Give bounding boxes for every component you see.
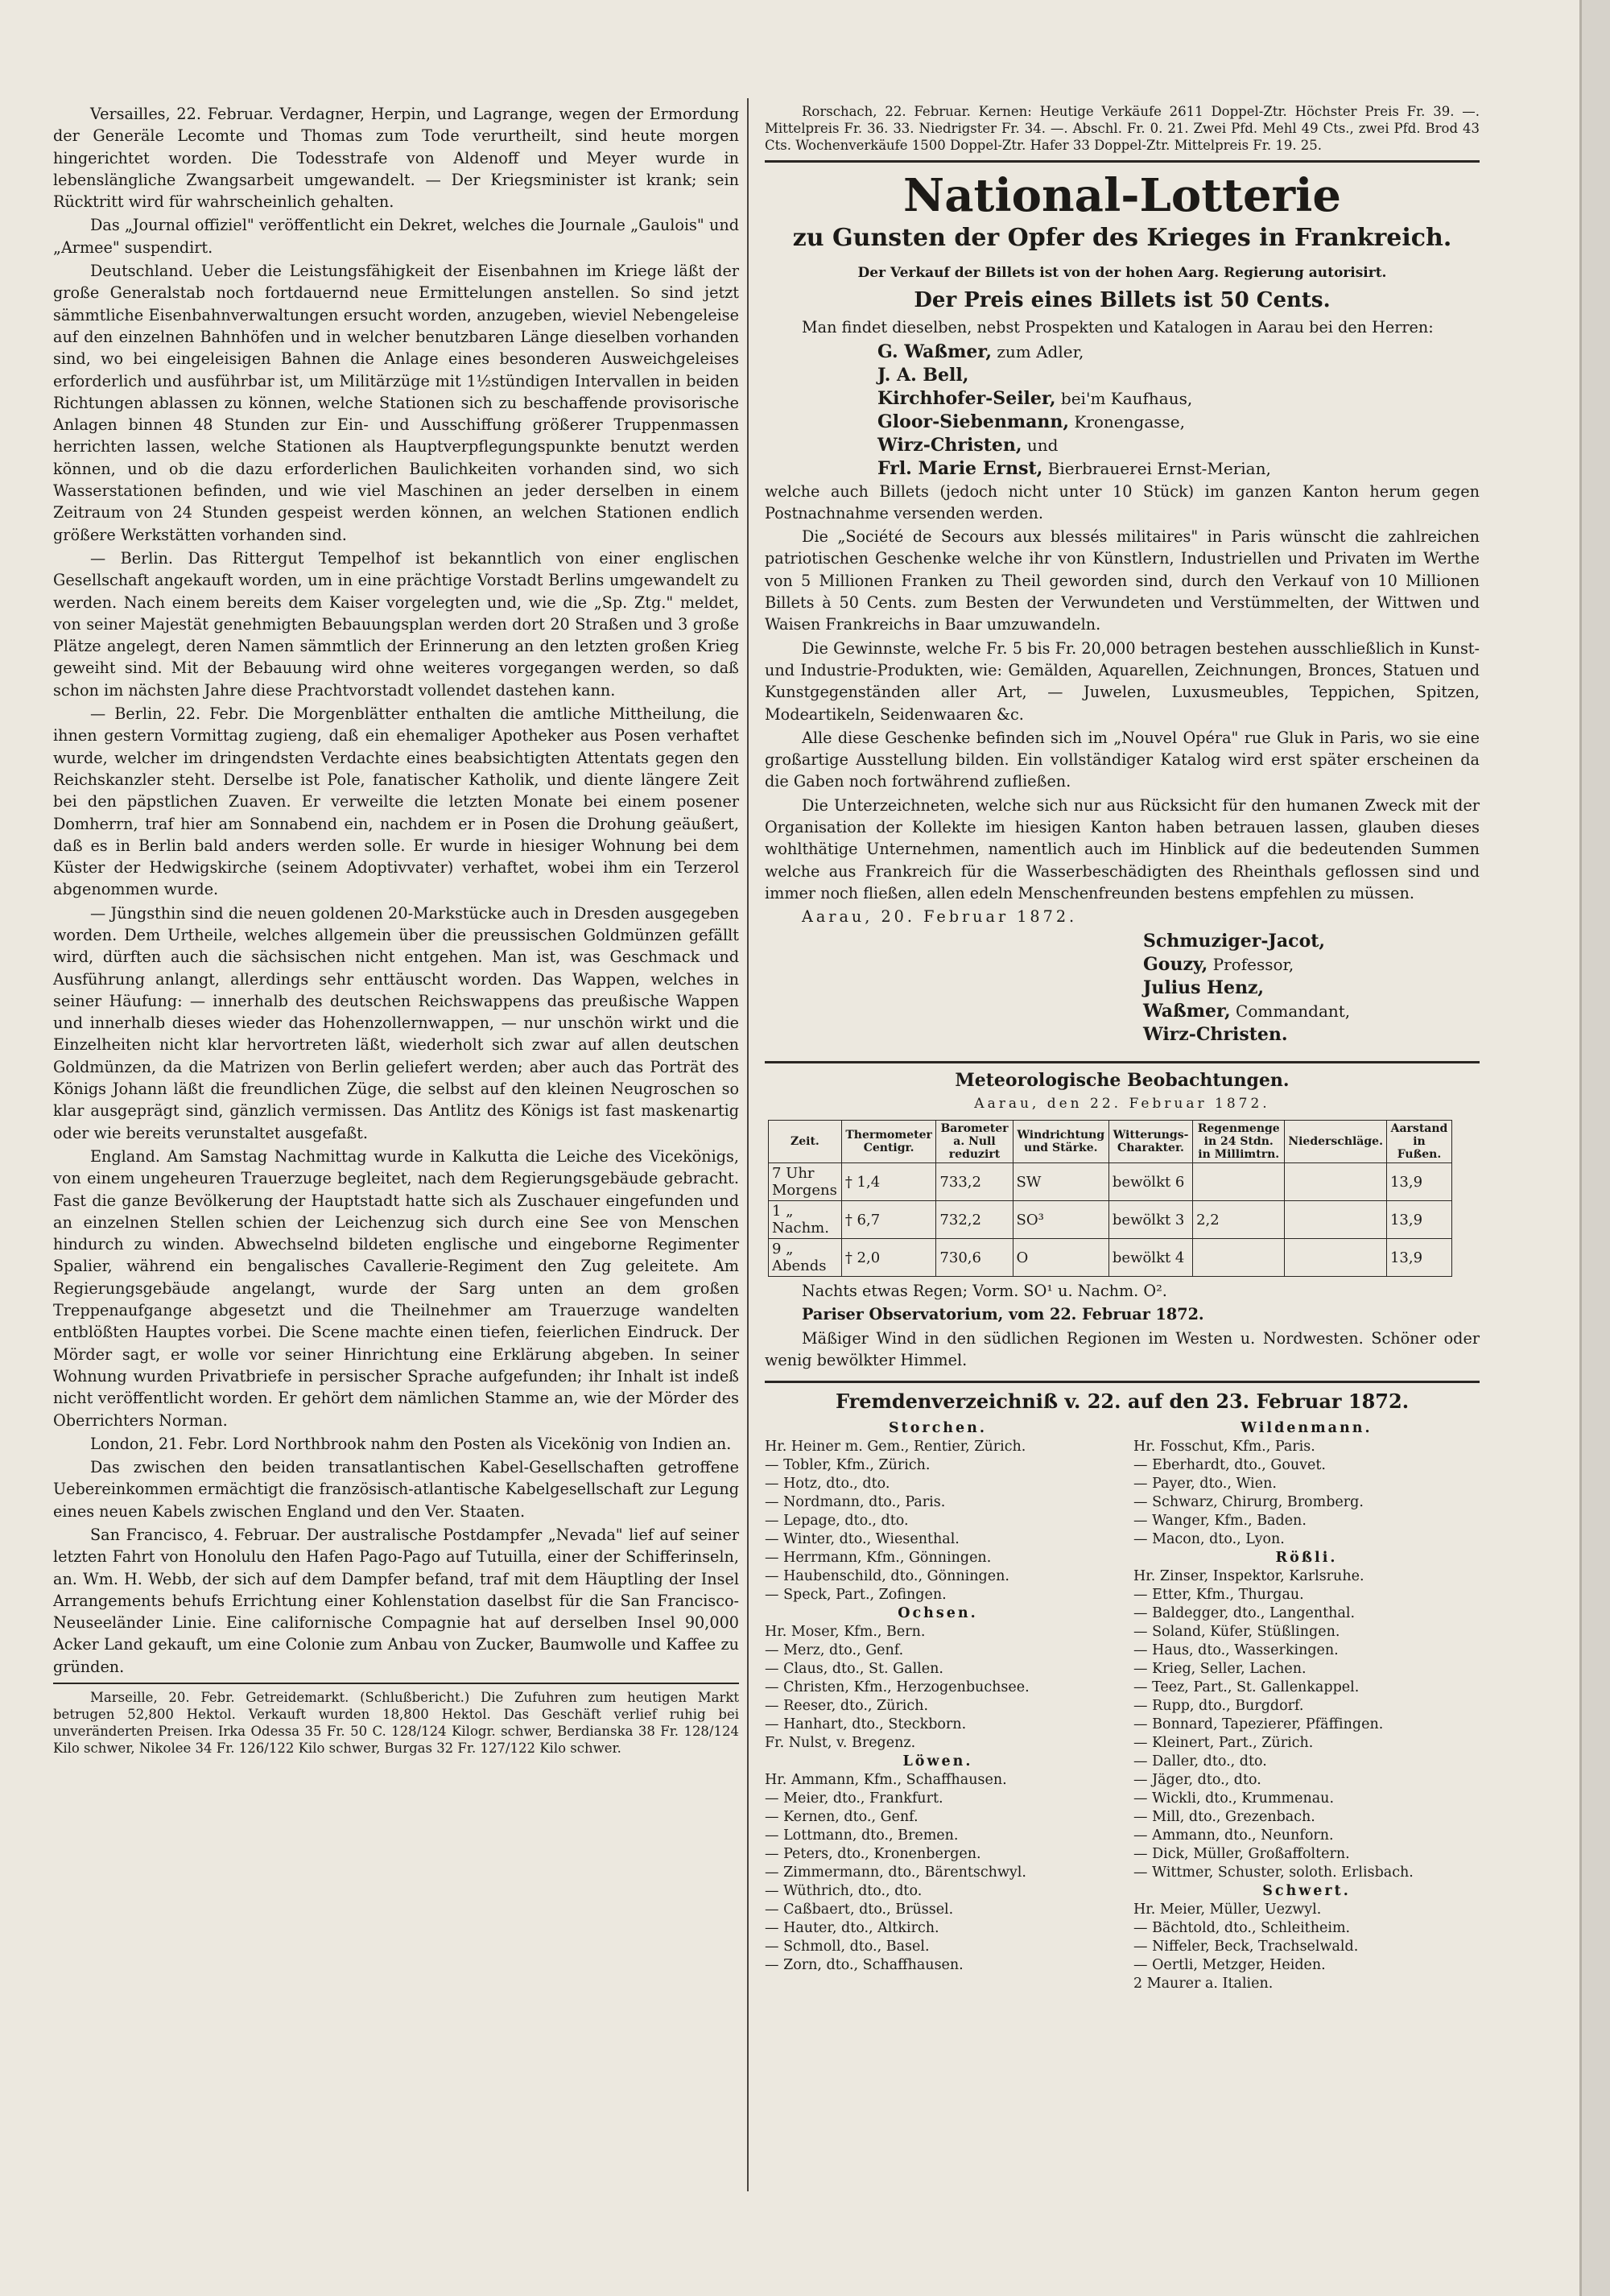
guest-entry: — Haubenschild, dto., Gönningen. xyxy=(765,1568,1009,1585)
guest-entry: — Daller, dto., dto. xyxy=(1133,1753,1267,1770)
lottery-intro: Man findet dieselben, nebst Prospekten und Katalogen in Aarau bei den Herren: xyxy=(802,318,1434,337)
lottery-shipping: welche auch Billets (jedoch nicht unter 10 Stück) im ganzen Kanton herum gegen Postnachnahme versenden werden. xyxy=(765,481,1480,522)
guest-entry: — Oertli, Metzger, Heiden. xyxy=(1133,1957,1326,1974)
column-rule xyxy=(747,98,749,2191)
guest-entry: — Macon, dto., Lyon. xyxy=(1133,1531,1285,1548)
guest-entry: — Lottmann, dto., Bremen. xyxy=(765,1827,959,1844)
guest-entry: — Mill, dto., Grezenbach. xyxy=(1133,1809,1315,1826)
guest-entry: — Caßbaert, dto., Brüssel. xyxy=(765,1902,954,1918)
lottery-title: National-Lotterie xyxy=(903,169,1341,222)
lottery-subtitle: zu Gunsten der Opfer des Krieges in Frankreich. xyxy=(792,224,1452,252)
signature: Julius Henz, xyxy=(1143,977,1265,998)
table-header: Thermometer Centigr. xyxy=(841,1121,936,1163)
page-edge xyxy=(1579,0,1610,2296)
table-row: 1 „ Nachm. † 6,7 732,2 SO³ bewölkt 3 2,2 13,9 xyxy=(769,1201,1452,1239)
divider xyxy=(765,1061,1480,1063)
guest-list-left xyxy=(765,1419,1111,1993)
guest-entry: — Tobler, Kfm., Zürich. xyxy=(765,1457,931,1474)
news-london: London, 21. Febr. Lord Northbrook nahm den Posten als Vicekönig von Indien an. xyxy=(90,1434,732,1453)
lottery-para-1: Die „Société de Secours aux blessés militaires" in Paris wünscht die zahlreichen patriotischen Geschenke welche ihr von Künstlern, Industriellen und Privaten im Werthe von 5 Millionen Franken zu Theil geworden sind, durch den Verkauf von 10 Millionen Billets à 50 Cents. zum Besten der Verwundeten und Verstümmelten, der Wittwen und Waisen Frankreichs in Baar umzuwandeln. xyxy=(765,527,1480,634)
guest-entry: — Bonnard, Tapezierer, Pfäffingen. xyxy=(1133,1716,1384,1733)
guest-entry: — Peters, dto., Kronenbergen. xyxy=(765,1846,981,1863)
signature: Schmuziger-Jacot, xyxy=(1143,930,1326,952)
table-row: 7 Uhr Morgens † 1,4 733,2 SW bewölkt 6 13,9 xyxy=(769,1163,1452,1201)
divider xyxy=(765,1381,1480,1383)
guest-entry: — Jäger, dto., dto. xyxy=(1133,1772,1261,1789)
guest-entry: — Etter, Kfm., Thurgau. xyxy=(1133,1587,1304,1604)
right-column xyxy=(765,103,1480,1993)
guest-entry: — Christen, Kfm., Herzogenbuchsee. xyxy=(765,1679,1030,1696)
guest-entry: — Baldegger, dto., Langenthal. xyxy=(1133,1605,1356,1622)
signature: Waßmer, Commandant, xyxy=(1143,1000,1351,1022)
guest-entry: Hr. Moser, Kfm., Bern. xyxy=(765,1624,926,1641)
table-header: Aarstand in Fußen. xyxy=(1386,1121,1451,1163)
divider xyxy=(765,160,1480,163)
vendor: Wirz-Christen, und xyxy=(877,434,1059,456)
guest-entry: — Teez, Part., St. Gallenkappel. xyxy=(1133,1679,1360,1696)
guest-list-right xyxy=(1133,1419,1480,1993)
guest-entry: — Eberhardt, dto., Gouvet. xyxy=(1133,1457,1326,1474)
lottery-price: Der Preis eines Billets ist 50 Cents. xyxy=(914,288,1331,313)
guest-entry: Hr. Ammann, Kfm., Schaffhausen. xyxy=(765,1772,1007,1789)
left-column xyxy=(53,103,739,1758)
weather-subtitle: Aarau, den 22. Februar 1872. xyxy=(974,1095,1270,1112)
guest-entry: — Merz, dto., Genf. xyxy=(765,1642,904,1659)
table-header: Niederschläge. xyxy=(1285,1121,1387,1163)
weather-table xyxy=(768,1120,1452,1277)
news-san-francisco: San Francisco, 4. Februar. Der australische Postdampfer „Nevada" lief auf seiner letzten Fahrt von Honolulu den Hafen Pago-Pago auf Tutuilla, einer der Schifferinseln, an. Wm. H. Webb, der sich auf dem Dampfer befand, traf mit dem Häuptling der Insel Arrangements behufs Errichtung einer Kohlenstation daselbst für die San Francisco-Neuseeländer Linie. Eine californische Compagnie hat auf derselben Insel 90,000 Acker Land gekauft, um eine Colonie zum Anbau von Zucker, Baumwolle und Kaffee zu gründen. xyxy=(53,1526,739,1676)
news-journal-officiel: Das „Journal offiziel" veröffentlicht ein Dekret, welches die Journale „Gaulois" und „Armee" suspendirt. xyxy=(53,216,739,257)
vendor: Kirchhofer-Seiler, bei'm Kaufhaus, xyxy=(877,387,1193,409)
guest-entry: — Winter, dto., Wiesenthal. xyxy=(765,1531,960,1548)
guest-entry: — Hauter, dto., Altkirch. xyxy=(765,1920,939,1937)
table-header: Witterungs-Charakter. xyxy=(1108,1121,1192,1163)
guest-entry: — Bächtold, dto., Schleitheim. xyxy=(1133,1920,1351,1937)
guest-entry: — Zorn, dto., Schaffhausen. xyxy=(765,1957,964,1974)
guest-entry: — Haus, dto., Wasserkingen. xyxy=(1133,1642,1339,1659)
guest-entry: — Hanhart, dto., Steckborn. xyxy=(765,1716,967,1733)
paris-observatory: Pariser Observatorium, vom 22. Februar 1872. xyxy=(802,1305,1204,1324)
guest-entry: Hr. Fosschut, Kfm., Paris. xyxy=(1133,1439,1315,1456)
guest-list-title: Fremdenverzeichniß v. 22. auf den 23. Februar 1872. xyxy=(835,1390,1410,1414)
table-row: 9 „ Abends † 2,0 730,6 O bewölkt 4 13,9 xyxy=(769,1239,1452,1277)
lottery-authorized: Der Verkauf der Billets ist von der hohen Aarg. Regierung autorisirt. xyxy=(857,265,1387,281)
lottery-para-4: Die Unterzeichneten, welche sich nur aus Rücksicht für den humanen Zweck mit der Organisation der Kollekte im hiesigen Kanton haben betrauen lassen, glauben dieses wohlthätige Unternehmen, namentlich auch im Hinblick auf die bedeutenden Summen welche aus Frankreich für die Wasserbeschädigten des Rheinthals geflossen sind und immer noch fließen, allen edeln Menschenfreunden bestens empfehlen zu müssen. xyxy=(765,795,1480,902)
weather-note: Nachts etwas Regen; Vorm. SO¹ u. Nachm. O². xyxy=(802,1282,1167,1301)
vendor: Gloor-Siebenmann, Kronengasse, xyxy=(877,411,1185,432)
signature: Wirz-Christen. xyxy=(1143,1023,1288,1045)
guest-entry: — Kleinert, Part., Zürich. xyxy=(1133,1735,1314,1752)
table-header: Regenmenge in 24 Stdn. in Millimtrn. xyxy=(1193,1121,1285,1163)
table-header: Zeit. xyxy=(769,1121,842,1163)
guest-entry: — Lepage, dto., dto. xyxy=(765,1513,909,1530)
guest-entry: — Soland, Küfer, Stüßlingen. xyxy=(1133,1624,1340,1641)
guest-entry: Hr. Heiner m. Gem., Rentier, Zürich. xyxy=(765,1439,1026,1456)
hotel-heading: Storchen. xyxy=(889,1420,987,1437)
news-dresden-coins: — Jüngsthin sind die neuen goldenen 20-Markstücke auch in Dresden ausgegeben worden. Dem Urtheile, welches allgemein über die preussischen Goldmünzen gefällt wird, dürften auch die sächsischen nicht entgehen. Man ist, was Geschmack und Ausführung anlangt, allerdings sehr enttäuscht worden. Das Wappen, welches in seiner Häufung: — innerhalb des deutschen Reichswappens das preußische Wappen und innerhalb dieses wieder das Hohenzollernwappen, — nur unschön wirkt und die Einzelheiten nicht klar hervortreten läßt, wiederholt sich zwar auf allen deutschen Goldmünzen, da die Matrizen von Berlin geliefert werden; aber auch das Porträt des Königs Johann läßt die freundlichen Züge, die selbst auf den kleinen Neugroschen so klar ausgeprägt sind, gänzlich vermissen. Das Antlitz des Königs ist fast maskenartig oder wie bereits verunstaltet ausgefaßt. xyxy=(53,903,739,1142)
guest-entry: — Wickli, dto., Krummenau. xyxy=(1133,1790,1335,1807)
guest-list xyxy=(765,1419,1480,1993)
guest-entry: Hr. Zinser, Inspektor, Karlsruhe. xyxy=(1133,1568,1364,1585)
hotel-heading: Löwen. xyxy=(902,1753,973,1770)
guest-entry: — Kernen, dto., Genf. xyxy=(765,1809,919,1826)
lottery-para-2: Die Gewinnste, welche Fr. 5 bis Fr. 20,000 betragen bestehen ausschließlich in Kunst- und Industrie-Produkten, wie: Gemälden, Aquarellen, Zeichnungen, Bronces, Statuen und Kunstgegenständen aller Art, — Juwelen, Luxusmeubles, Teppichen, Spitzen, Modeartikeln, Seidenwaaren &c. xyxy=(765,638,1480,724)
guest-entry: — Reeser, dto., Zürich. xyxy=(765,1698,929,1715)
lottery-para-3: Alle diese Geschenke befinden sich im „Nouvel Opéra" rue Gluk in Paris, wo sie eine großartige Ausstellung bilden. Ein vollständiger Katalog wird erst später erscheinen da die Gaben noch fortwährend zufließen. xyxy=(765,728,1480,791)
lottery-dateline: Aarau, 20. Februar 1872. xyxy=(802,907,1078,927)
guest-entry: — Claus, dto., St. Gallen. xyxy=(765,1661,943,1678)
hotel-heading: Rößli. xyxy=(1275,1550,1338,1567)
vendor-list xyxy=(765,341,1480,481)
vendor: G. Waßmer, zum Adler, xyxy=(877,341,1084,362)
news-england: England. Am Samstag Nachmittag wurde in Kalkutta die Leiche des Vicekönigs, von einem ungeheuren Trauerzuge begleitet, nach dem Regierungsgebäude gebracht. Fast die ganze Bevölkerung der Hauptstadt hatte sich als Zuschauer eingefunden und an einzelnen Stellen schien der Leichenzug sich durch eine See von Menschen hindurch zu winden. Abwechselnd bildeten englische und eingeborne Regimenter Spalier, während ein bengalisches Cavallerie-Regiment den Zug geleitete. Am Regierungsgebäude angelangt, wurde der Sarg unten an dem großen Treppenaufgange abgesetzt und die Theilnehmer am Trauerzuge wandelten entblößten Hauptes vorbei. Die Scene machte einen tiefen, feierlichen Eindruck. Der Mörder sagt, er wolle vor seiner Hinrichtung eine Erklärung abgeben. In seiner Wohnung wurden Privatbriefe in persischer Sprache aufgefunden; ihr Inhalt ist indeß nicht veröffentlicht worden. Er gehört dem nämlichen Stamme an, wie der Mörder des Oberrichters Norman. xyxy=(53,1146,739,1430)
news-deutschland: Deutschland. Ueber die Leistungsfähigkeit der Eisenbahnen im Kriege läßt der große Generalstab noch fortdauernd neue Ermittelungen anstellen. So sind jetzt sämmtliche Eisenbahnverwaltungen ersucht worden, anzugeben, wieviel Nebengeleise auf den einzelnen Bahnhöfen und in welcher benutzbaren Länge dieselben vorhanden sind, wo bei eingeleisigen Bahnen die Anlage eines besonderen Ausweichgeleises erforderlich und ausführbar ist, um Militärzüge mit 1½stündigen Intervallen in beiden Richtungen ablassen zu können, welche Stationen sich zu beschaffende provisorische Anlagen binnen 48 Stunden zur Ein- und Ausschiffung größerer Truppenmassen herrichten lassen, welche Stationen als Hauptverpflegungspunkte benutzt werden können, und ob die dazu erforderlichen Baulichkeiten vorhanden sind, wo sich Wasserstationen befinden, und wie viel Maschinen an jeder derselben in einem Zeitraum von 24 Stunden gespeist werden können, an welchen Stationen endlich größere Werkstätten vorhanden sind. xyxy=(53,262,739,544)
guest-entry: — Payer, dto., Wien. xyxy=(1133,1476,1277,1493)
guest-entry: — Nordmann, dto., Paris. xyxy=(765,1494,946,1511)
weather-forecast: Mäßiger Wind in den südlichen Regionen im Westen u. Nordwesten. Schöner oder wenig bewölkter Himmel. xyxy=(765,1328,1480,1370)
guest-entry: — Zimmermann, dto., Bärentschwyl. xyxy=(765,1864,1026,1881)
guest-entry: — Niffeler, Beck, Trachselwald. xyxy=(1133,1939,1359,1955)
hotel-heading: Ochsen. xyxy=(898,1605,978,1622)
hotel-heading: Wildenmann. xyxy=(1241,1420,1373,1437)
guest-entry: — Speck, Part., Zofingen. xyxy=(765,1587,947,1604)
news-berlin-attentat: — Berlin, 22. Febr. Die Morgenblätter enthalten die amtliche Mittheilung, die ihnen gestern Vormittag zugieng, daß ein ehemaliger Apotheker aus Posen verhaftet wurde, welcher im dringendsten Verdachte eines beabsichtigten Attentats gegen den Reichskanzler steht. Derselbe ist Pole, fanatischer Katholik, und diente längere Zeit bei den päpstlichen Zuaven. Er verweilte die letzten Monate bei einem posener Domherrn, traf hier am Sonnabend ein, nachdem er in Posen die Drohung geäußert, daß es in Berlin bald anders werden solle. Er wurde in hiesiger Wohnung bei dem Küster der Hedwigskirche (seinem Adoptivvater) verhaftet, wobei ihm ein Terzerol abgenommen wurde. xyxy=(53,704,739,899)
signature: Gouzy, Professor, xyxy=(1143,953,1294,975)
guest-entry: — Ammann, dto., Neunforn. xyxy=(1133,1827,1334,1844)
guest-entry: — Meier, dto., Frankfurt. xyxy=(765,1790,943,1807)
hotel-heading: Schwert. xyxy=(1262,1883,1351,1900)
guest-entry: — Schmoll, dto., Basel. xyxy=(765,1939,930,1955)
news-berlin-tempelhof: — Berlin. Das Rittergut Tempelhof ist bekanntlich von einer englischen Gesellschaft angekauft worden, um in eine prächtige Vorstadt Berlins umgewandelt zu werden. Nach einem bereits dem Kaiser vorgelegten und, wie die „Sp. Ztg." meldet, von seiner Majestät genehmigten Bebauungsplan werden dort 20 Straßen und 3 große Plätze angelegt, deren Namen sämmtlich der Erinnerung an den letzten großen Krieg geweiht sind. Mit der Bebauung wird ohne weiteres vorgegangen werden, so daß schon im nächsten Jahre diese Prachtvorstadt vollendet dastehen kann. xyxy=(53,548,739,700)
market-marseille: Marseille, 20. Febr. Getreidemarkt. (Schlußbericht.) Die Zufuhren zum heutigen Markt betrugen 52,800 Hektol. Verkauft wurden 18,800 Hektol. Das Geschäft verlief ruhig bei unveränderten Preisen. Irka Odessa 35 Fr. 50 C. 128/124 Kilogr. schwer, Berdianska 38 Fr. 128/124 Kilo schwer, Nikolee 34 Fr. 126/122 Kilo schwer, Burgas 32 Fr. 127/122 Kilo schwer. xyxy=(53,1690,739,1757)
guest-entry: Hr. Meier, Müller, Uezwyl. xyxy=(1133,1902,1322,1918)
guest-entry: — Wanger, Kfm., Baden. xyxy=(1133,1513,1307,1530)
vendor: J. A. Bell, xyxy=(877,364,969,386)
table-header: Barometer a. Null reduzirt xyxy=(936,1121,1013,1163)
news-cable: Das zwischen den beiden transatlantischen Kabel-Gesellschaften getroffene Uebereinkommen ermächtigt die französisch-atlantische Kabelgesellschaft zur Legung eines neuen Kabels zwischen England und den Ver. Staaten. xyxy=(53,1458,739,1521)
guest-entry: — Wüthrich, dto., dto. xyxy=(765,1883,923,1900)
guest-entry: — Schwarz, Chirurg, Bromberg. xyxy=(1133,1494,1364,1511)
news-versailles: Versailles, 22. Februar. Verdagner, Herpin, und Lagrange, wegen der Ermordung der Generäle Lecomte und Thomas zum Tode verurtheilt, sind heute morgen hingerichtet worden. Die Todesstrafe von Aldenoff und Meyer wurde in lebenslängliche Zwangsarbeit umgewandelt. — Der Kriegsminister ist krank; sein Rücktritt wird für wahrscheinlich gehalten. xyxy=(53,105,739,212)
guest-entry: — Herrmann, Kfm., Gönningen. xyxy=(765,1550,992,1567)
table-header: Windrichtung und Stärke. xyxy=(1013,1121,1108,1163)
guest-entry: — Rupp, dto., Burgdorf. xyxy=(1133,1698,1304,1715)
guest-entry: — Krieg, Seller, Lachen. xyxy=(1133,1661,1307,1678)
market-rorschach: Rorschach, 22. Februar. Kernen: Heutige Verkäufe 2611 Doppel-Ztr. Höchster Preis Fr. 39. —. Mittelpreis Fr. 36. 33. Niedrigster Fr. 34. —. Abschl. Fr. 0. 21. Zwei Pfd. Mehl 49 Cts., zwei Pfd. Brod 43 Cts. Wochenverkäufe 1500 Doppel-Ztr. Hafer 33 Doppel-Ztr. Mittelpreis Fr. 19. 25. xyxy=(765,104,1480,153)
guest-entry: Fr. Nulst, v. Bregenz. xyxy=(765,1735,916,1752)
divider xyxy=(53,1683,739,1684)
guest-entry: — Hotz, dto., dto. xyxy=(765,1476,890,1493)
guest-entry: — Wittmer, Schuster, soloth. Erlisbach. xyxy=(1133,1864,1414,1881)
vendor: Frl. Marie Ernst, Bierbrauerei Ernst-Merian, xyxy=(877,457,1271,479)
guest-entry: 2 Maurer a. Italien. xyxy=(1133,1976,1274,1992)
signature-list xyxy=(765,930,1480,1047)
guest-entry: — Dick, Müller, Großaffoltern. xyxy=(1133,1846,1350,1863)
weather-title: Meteorologische Beobachtungen. xyxy=(955,1069,1290,1091)
